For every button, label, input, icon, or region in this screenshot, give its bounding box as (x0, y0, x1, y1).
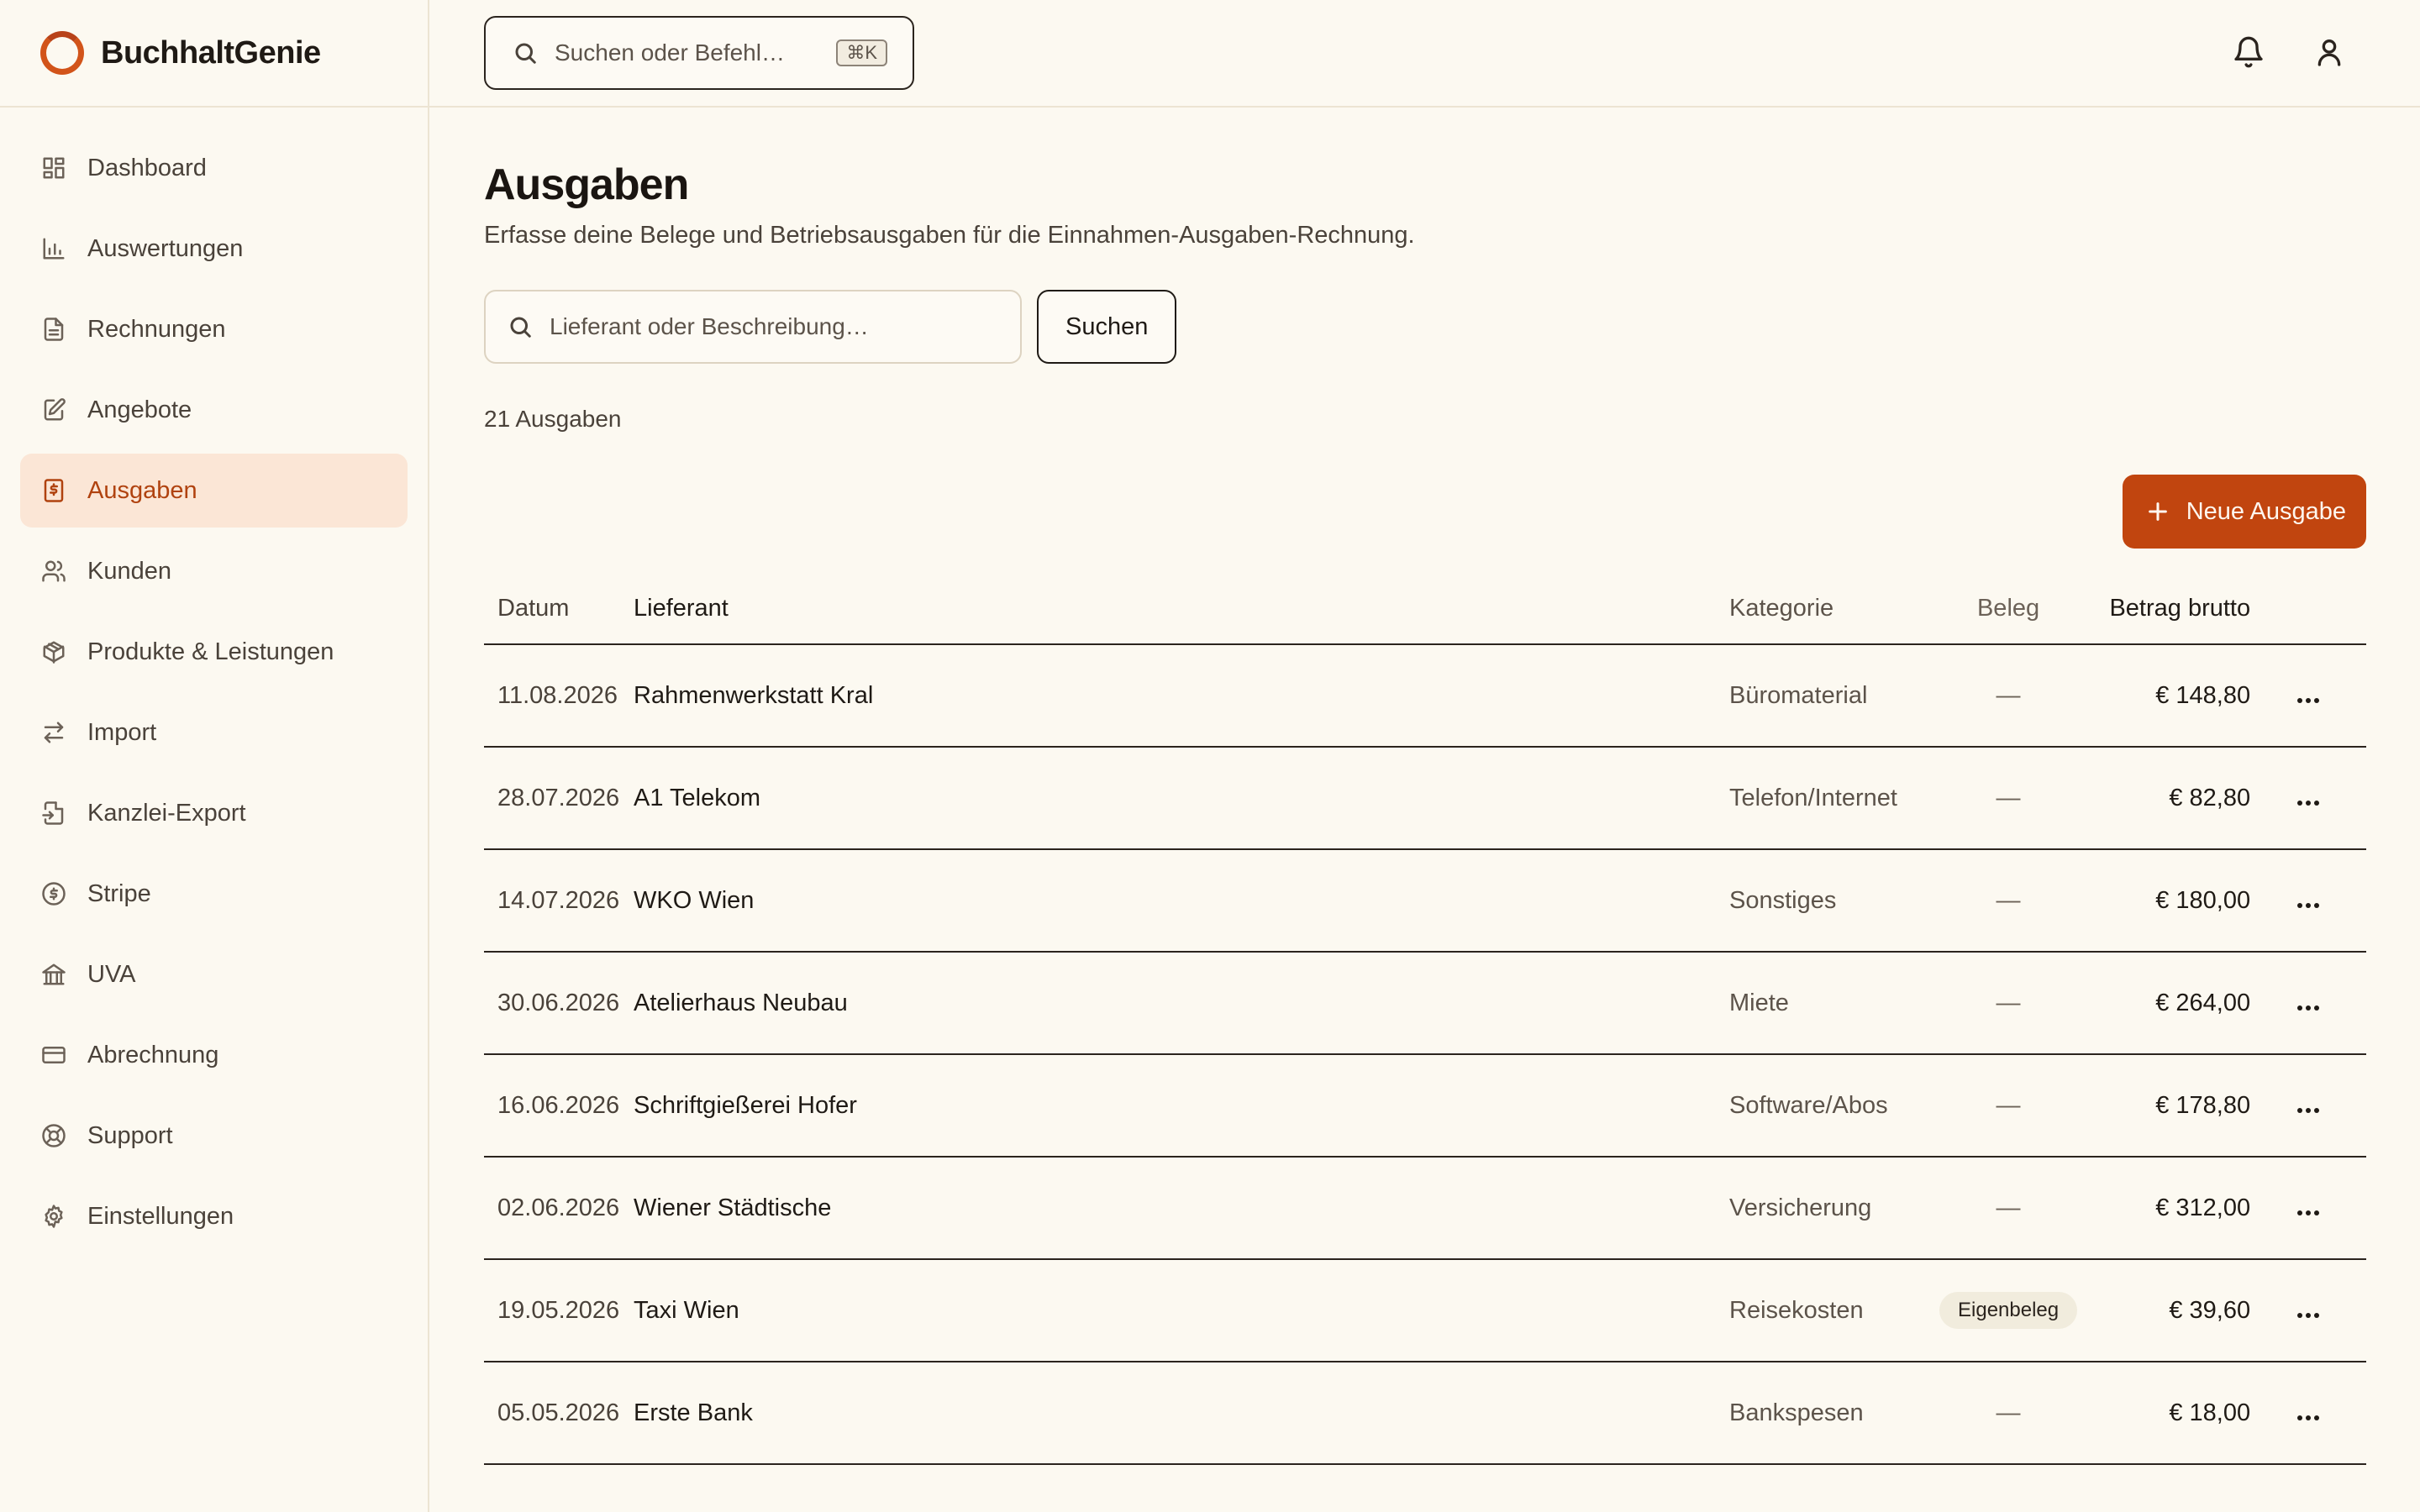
credit-card-icon (40, 1042, 67, 1068)
sidebar-item-abrechnung[interactable] (20, 1018, 408, 1092)
cell-category: Reisekosten (1729, 1259, 1939, 1362)
cell-amount: € 18,00 (2077, 1362, 2250, 1464)
sidebar-item-angebote[interactable] (20, 373, 408, 447)
plus-icon (2146, 500, 2170, 523)
column-header-betrag[interactable]: Betrag brutto (2077, 574, 2250, 644)
shortcut-badge: ⌘K (836, 39, 887, 66)
more-icon (2297, 1005, 2319, 1011)
sidebar-item-label: Ausgaben (87, 476, 197, 504)
cell-beleg: — (1939, 747, 2077, 849)
bell-icon (2232, 35, 2265, 69)
cell-beleg: — (1939, 1362, 2077, 1464)
sidebar-item-label: Kanzlei-Export (87, 799, 246, 827)
lifebuoy-icon (40, 1122, 67, 1149)
sidebar-nav (0, 108, 428, 1253)
notifications-button[interactable] (2232, 35, 2265, 73)
table-row[interactable] (484, 1157, 2366, 1259)
sidebar-item-label: Stripe (87, 879, 151, 907)
cell-date: 11.08.2026 (484, 644, 634, 747)
vendor-search-input[interactable] (484, 290, 1022, 364)
cell-date: 30.06.2026 (484, 952, 634, 1054)
arrows-icon (40, 719, 67, 746)
cell-vendor: Taxi Wien (634, 1259, 1729, 1362)
expenses-table (484, 574, 2366, 1465)
table-row[interactable] (484, 1362, 2366, 1464)
column-header-beleg[interactable]: Beleg (1939, 574, 2077, 644)
sidebar (0, 0, 429, 1512)
row-menu-button[interactable] (2250, 1362, 2366, 1464)
sidebar-item-kanzlei-export[interactable] (20, 776, 408, 850)
document-icon (40, 316, 67, 343)
sidebar-item-einstellungen[interactable] (20, 1179, 408, 1253)
filter-row (484, 290, 2366, 364)
topbar (429, 0, 2420, 108)
command-search-placeholder: Suchen oder Befehl… (555, 39, 785, 66)
sidebar-item-label: Import (87, 718, 157, 746)
export-icon (40, 800, 67, 827)
cell-vendor: Schriftgießerei Hofer (634, 1054, 1729, 1157)
more-icon (2297, 903, 2319, 908)
cell-beleg (1939, 1259, 2077, 1362)
cell-amount: € 178,80 (2077, 1054, 2250, 1157)
expense-count: 21 Ausgaben (484, 406, 622, 432)
column-header-lieferant[interactable]: Lieferant (634, 574, 1729, 644)
app-name: BuchhaltGenie (101, 34, 321, 71)
command-search[interactable] (484, 16, 914, 90)
cell-beleg: — (1939, 1157, 2077, 1259)
cell-date: 14.07.2026 (484, 849, 634, 952)
cell-vendor: Atelierhaus Neubau (634, 952, 1729, 1054)
main-content (484, 108, 2366, 1465)
cell-date: 16.06.2026 (484, 1054, 634, 1157)
sidebar-item-label: Support (87, 1121, 173, 1149)
cell-vendor: Rahmenwerkstatt Kral (634, 644, 1729, 747)
row-menu-button[interactable] (2250, 1054, 2366, 1157)
more-icon (2297, 1313, 2319, 1318)
bank-icon (40, 961, 67, 988)
column-header-datum[interactable]: Datum (484, 574, 634, 644)
cell-amount: € 264,00 (2077, 952, 2250, 1054)
sidebar-item-label: Dashboard (87, 154, 207, 181)
cell-vendor: Erste Bank (634, 1362, 1729, 1464)
cell-date: 02.06.2026 (484, 1157, 634, 1259)
table-row[interactable] (484, 1259, 2366, 1362)
sidebar-item-label: Auswertungen (87, 234, 244, 262)
row-menu-button[interactable] (2250, 1157, 2366, 1259)
page-title: Ausgaben (484, 160, 689, 209)
sidebar-item-auswertungen[interactable] (20, 212, 408, 286)
table-header-row (484, 574, 2366, 644)
cell-category: Miete (1729, 952, 1939, 1054)
cell-date: 19.05.2026 (484, 1259, 634, 1362)
table-row[interactable] (484, 1054, 2366, 1157)
more-icon (2297, 801, 2319, 806)
dashboard-icon (40, 155, 67, 181)
page-subtitle: Erfasse deine Belege und Betriebsausgaben für die Einnahmen-Ausgaben-Rechnung. (484, 222, 1415, 249)
vendor-search-placeholder: Lieferant oder Beschreibung… (550, 313, 869, 339)
cell-amount: € 148,80 (2077, 644, 2250, 747)
new-expense-button[interactable] (2123, 475, 2366, 549)
cell-category: Büromaterial (1729, 644, 1939, 747)
logo-icon (40, 31, 84, 75)
cell-amount: € 180,00 (2077, 849, 2250, 952)
user-icon (2312, 35, 2346, 69)
row-menu-button[interactable] (2250, 952, 2366, 1054)
sidebar-item-ausgaben[interactable] (20, 454, 408, 528)
gear-icon (40, 1203, 67, 1230)
cell-beleg: — (1939, 644, 2077, 747)
sidebar-item-dashboard[interactable] (20, 131, 408, 205)
cell-date: 05.05.2026 (484, 1362, 634, 1464)
sidebar-item-uva[interactable] (20, 937, 408, 1011)
table-row[interactable] (484, 747, 2366, 849)
topbar-actions (2232, 0, 2346, 108)
search-icon (513, 40, 538, 66)
sidebar-item-kunden[interactable] (20, 534, 408, 608)
actions-bar (484, 475, 2366, 549)
column-header-kategorie[interactable]: Kategorie (1729, 574, 1939, 644)
cell-category: Sonstiges (1729, 849, 1939, 952)
cell-vendor: Wiener Städtische (634, 1157, 1729, 1259)
dollar-circle-icon (40, 880, 67, 907)
cell-beleg: — (1939, 849, 2077, 952)
cell-amount: € 82,80 (2077, 747, 2250, 849)
table-row[interactable] (484, 952, 2366, 1054)
sidebar-item-stripe[interactable] (20, 857, 408, 931)
cell-category: Versicherung (1729, 1157, 1939, 1259)
sidebar-item-label: Produkte & Leistungen (87, 638, 334, 665)
brand[interactable] (0, 0, 428, 108)
edit-document-icon (40, 396, 67, 423)
chart-icon (40, 235, 67, 262)
cell-category: Software/Abos (1729, 1054, 1939, 1157)
package-icon (40, 638, 67, 665)
sidebar-item-label: Kunden (87, 557, 171, 585)
sidebar-item-label: UVA (87, 960, 136, 988)
sidebar-item-label: Abrechnung (87, 1041, 219, 1068)
more-icon (2297, 1210, 2319, 1215)
receipt-icon (40, 477, 67, 504)
row-menu-button[interactable] (2250, 644, 2366, 747)
more-icon (2297, 1108, 2319, 1113)
cell-beleg: — (1939, 1054, 2077, 1157)
beleg-badge: Eigenbeleg (1939, 1292, 2077, 1329)
sidebar-item-rechnungen[interactable] (20, 292, 408, 366)
column-header-actions (2250, 574, 2366, 644)
row-menu-button[interactable] (2250, 747, 2366, 849)
more-icon (2297, 1415, 2319, 1420)
sidebar-item-label: Angebote (87, 396, 192, 423)
user-menu-button[interactable] (2312, 35, 2346, 73)
sidebar-item-label: Einstellungen (87, 1202, 234, 1230)
cell-vendor: WKO Wien (634, 849, 1729, 952)
sidebar-item-support[interactable] (20, 1099, 408, 1173)
sidebar-item-label: Rechnungen (87, 315, 226, 343)
row-menu-button[interactable] (2250, 849, 2366, 952)
cell-category: Telefon/Internet (1729, 747, 1939, 849)
table-row[interactable] (484, 849, 2366, 952)
row-menu-button[interactable] (2250, 1259, 2366, 1362)
sidebar-item-import[interactable] (20, 696, 408, 769)
cell-amount: € 312,00 (2077, 1157, 2250, 1259)
search-button[interactable]: Suchen (1037, 290, 1176, 364)
cell-vendor: A1 Telekom (634, 747, 1729, 849)
sidebar-item-produkte[interactable] (20, 615, 408, 689)
search-icon (508, 314, 533, 339)
cell-amount: € 39,60 (2077, 1259, 2250, 1362)
more-icon (2297, 698, 2319, 703)
cell-beleg: — (1939, 952, 2077, 1054)
new-expense-label: Neue Ausgabe (2186, 497, 2346, 525)
table-row[interactable] (484, 644, 2366, 747)
users-icon (40, 558, 67, 585)
cell-date: 28.07.2026 (484, 747, 634, 849)
cell-category: Bankspesen (1729, 1362, 1939, 1464)
